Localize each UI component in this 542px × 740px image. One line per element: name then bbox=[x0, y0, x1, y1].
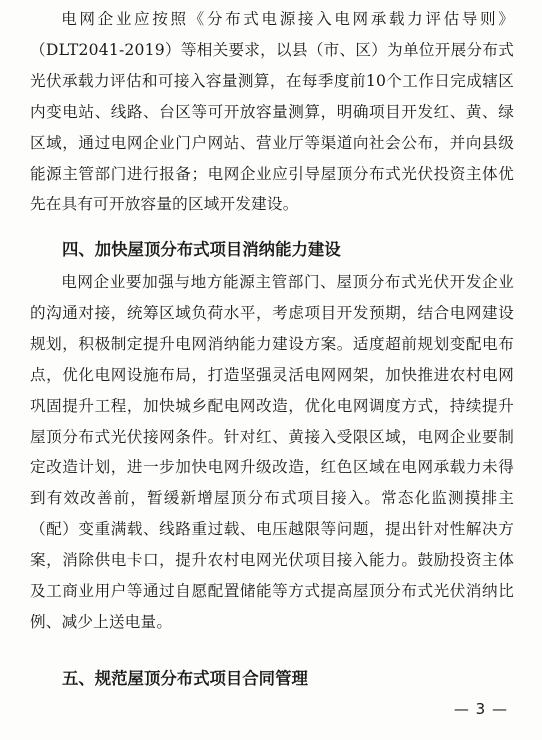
section-heading-4: 四、加快屋顶分布式项目消纳能力建设 bbox=[62, 240, 341, 259]
page-number: — 3 — bbox=[453, 700, 508, 718]
section-heading-5: 五、规范屋顶分布式项目合同管理 bbox=[62, 669, 308, 688]
paragraph-grid-consumption: 电网企业要加强与地方能源主管部门、屋顶分布式光伏开发企业的沟通对接，统筹区域负荷水平，考虑项目开发预期，结合电网建设规划，积极制定提升电网消纳能力建设方案。适度超前规划变配电布点，优化电网设施布局，打造坚强灵活电网网架，加快推进农村电网巩固提升工程，加快城乡配电网改造，优化电网调度方式，持续提升屋顶分布式光伏接网条件。针对红、黄接入受限区域，电网企业要制定改造计划，进一步加快电网升级改造，红色区域在电网承载力未得到有效改善前，暂缓新增屋顶分布式项目接入。常态化监测摸排主（配）变重满载、线路重过载、电压越限等问题，提出针对性解决方案，消除供电卡口，提升农村电网光伏项目接入能力。鼓励投资主体及工商业用户等通过自愿配置储能等方式提高屋顶分布式光伏消纳比例、减少上送电量。 bbox=[30, 273, 514, 631]
paragraph-capacity-assessment: 电网企业应按照《分布式电源接入电网承载力评估导则》（DLT2041-2019）等相关要求，以县（市、区）为单位开展分布式光伏承载力评估和可接入容量测算，在每季度前10个工作日完成辖区内变电站、线路、台区等可开放容量测算，明确项目开发红、黄、绿区域，通过电网企业门户网站、营业厅等渠道向社会公布，并向县级能源主管部门进行报备；电网企业应引导屋顶分布式光伏投资主体优先在具有可开放容量的区域开发建设。 bbox=[30, 10, 514, 214]
